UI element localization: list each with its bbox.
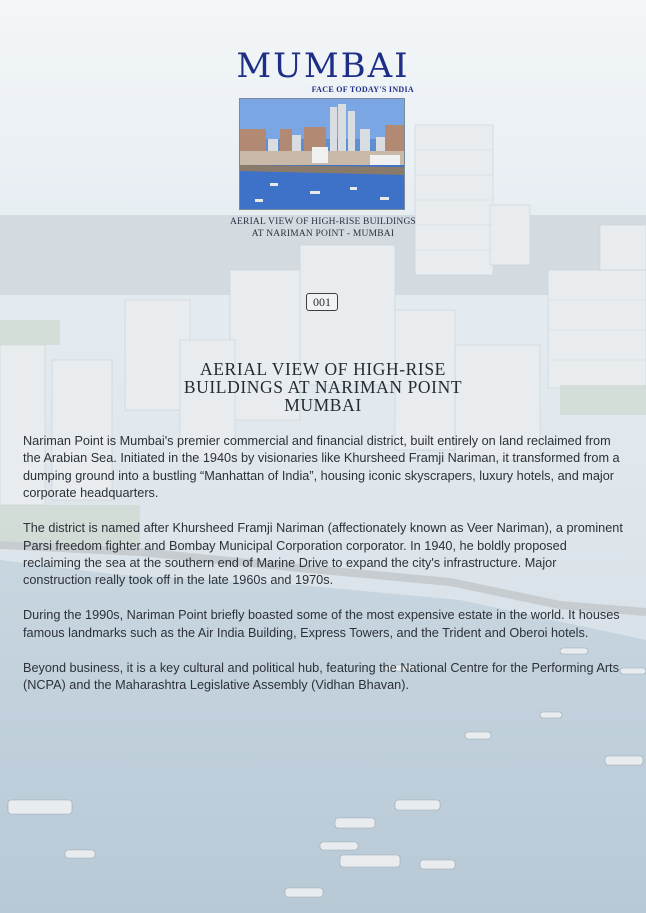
brand-block	[232, 48, 414, 94]
nariman-point-photo	[239, 98, 405, 210]
plate-number: 001	[306, 293, 338, 311]
brand-title: MUMBAI	[236, 46, 410, 86]
paragraph: The district is named after Khursheed Framji Nariman (affectionately known as Veer Nariman), a prominent Parsi freedom fighter and Bombay Municipal Corporation corporator. In 1940, he boldly proposed reclaiming the sea at the southern end of Marine Drive to expand the city's infrastructure. Major construction really took off in the late 1960s and 1970s.	[23, 521, 623, 588]
paragraph: Nariman Point is Mumbai's premier commercial and financial district, built entirely on land reclaimed from the Arabian Sea. Initiated in the 1940s by visionaries like Khursheed Framji Nariman, it transformed from a dumping ground into a bustling “Manhattan of India”, housing iconic skyscrapers, luxury hotels, and major corporate headquarters.	[23, 434, 620, 501]
brand-subtitle: FACE OF TODAY'S INDIA	[311, 85, 414, 94]
caption-line-2: AT NARIMAN POINT - MUMBAI	[251, 229, 395, 239]
paragraph: During the 1990s, Nariman Point briefly boasted some of the most expensive estate in the world. It houses famous landmarks such as the Air India Building, Express Towers, and the Trident and Oberoi hotels.	[23, 608, 620, 640]
article-heading	[150, 360, 496, 414]
photo-illustration	[240, 99, 405, 210]
caption-line-1: AERIAL VIEW OF HIGH-RISE BUILDINGS	[229, 217, 417, 227]
heading-line-1: AERIAL VIEW OF HIGH-RISE	[200, 359, 446, 379]
photo-caption	[200, 216, 446, 240]
heading-line-2: BUILDINGS AT NARIMAN POINT	[183, 377, 463, 397]
paragraph: Beyond business, it is a key cultural and political hub, featuring the National Centre for the Performing Arts (NCPA) and the Maharashtra Legislative Assembly (Vidhan Bhavan).	[23, 660, 619, 693]
article-body	[23, 433, 627, 712]
heading-line-3: MUMBAI	[284, 395, 362, 415]
